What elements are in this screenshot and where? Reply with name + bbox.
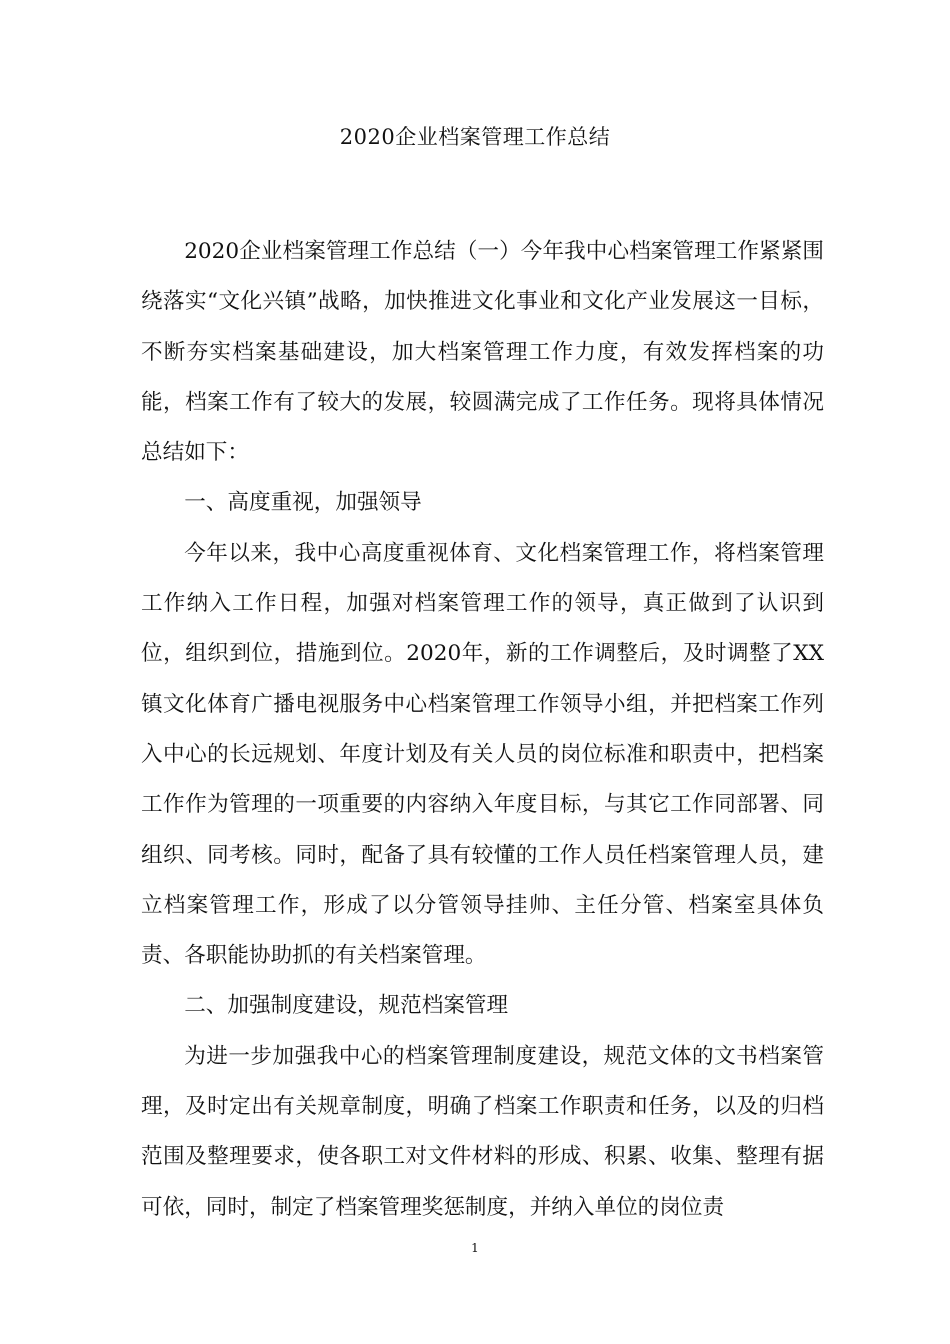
paragraph-section-1: 今年以来，我中心高度重视体育、文化档案管理工作，将档案管理工作纳入工作日程，加强对档案管理工作的领导，真正做到了认识到位，组织到位，措施到位。2020年，新的工作调整后，及时调整了XX镇文化体育广播电视服务中心档案管理工作领导小组，并把档案工作列入中心的长远规划、年度计划及有关人员的岗位标准和职责中，把档案工作作为管理的一项重要的内容纳入年度目标，与其它工作同部署、同组织、同考核。同时，配备了具有较懂的工作人员任档案管理人员，建立档案管理工作，形成了以分管领导挂帅、主任分管、档案室具体负责、各职能协助抓的有关档案管理。 [141, 540, 824, 969]
document-body [141, 227, 824, 1233]
page-number: 1 [471, 1241, 479, 1255]
document-title: 2020企业档案管理工作总结 [339, 125, 611, 149]
section-heading-1: 一、高度重视，加强领导 [184, 490, 422, 516]
section-heading-2: 二、加强制度建设，规范档案管理 [184, 993, 509, 1019]
paragraph-section-2: 为进一步加强我中心的档案管理制度建设，规范文体的文书档案管理，及时定出有关规章制度，明确了档案工作职责和任务，以及的归档范围及整理要求，使各职工对文件材料的形成、积累、收集、整理有据可依，同时，制定了档案管理奖惩制度，并纳入单位的岗位责 [141, 1043, 824, 1220]
paragraph-intro: 2020企业档案管理工作总结（一）今年我中心档案管理工作紧紧围绕落实“文化兴镇”战略，加快推进文化事业和文化产业发展这一目标，不断夯实档案基础建设，加大档案管理工作力度，有效发挥档案的功能，档案工作有了较大的发展，较圆满完成了工作任务。现将具体情况总结如下： [141, 239, 824, 466]
